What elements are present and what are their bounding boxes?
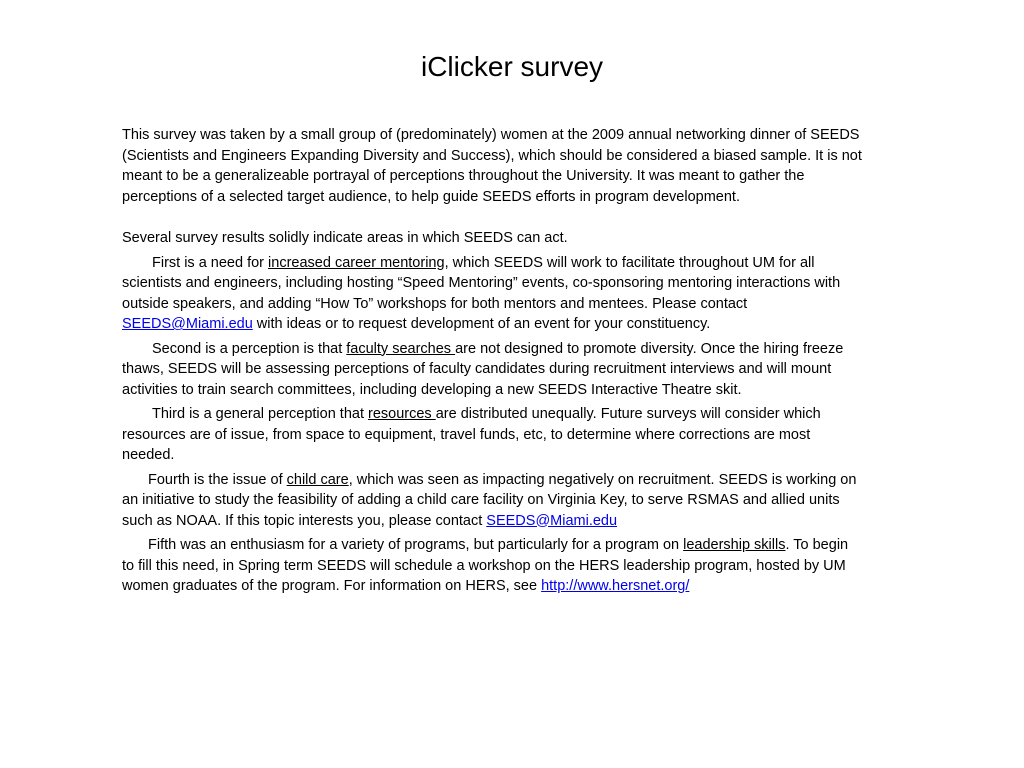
second-finding-topic: faculty searches [346,340,456,357]
first-finding-pre: First is a need for [152,254,269,271]
intro-paragraph: This survey was taken by a small group of (predominately) women at the 2009 annual networking dinner of SEEDS (Scientists and Engineers Expanding Diversity and Success), which should be considered a biased sample. It is not meant to be a generalizeable portrayal of perceptions throughout the University. It was meant to gather the perceptions of a selected target audience, to help guide SEEDS efforts in program development. [122,127,862,205]
first-finding-paragraph [122,253,862,335]
fourth-finding-paragraph [122,470,862,532]
second-finding-paragraph [122,339,862,401]
third-finding-topic: resources [368,406,436,422]
fifth-finding-pre: Fifth was an enthusiasm for a variety of programs, but particularly for a program on [148,537,684,553]
seeds-email-link[interactable]: SEEDS@Miami.edu [122,316,253,332]
fifth-finding-text: . To begin to fill this need, in Spring term SEEDS will schedule a workshop on the HERS leadership program, hosted by UM women graduates of the program. For information on HERS, see [122,537,849,594]
third-finding-paragraph [122,404,862,466]
seeds-email-link-2[interactable]: SEEDS@Miami.edu [486,512,618,529]
hersnet-link[interactable]: http://www.hersnet.org/ [541,578,690,594]
fourth-finding-pre: Fourth is the issue of [148,471,287,488]
fourth-finding-text: , which was seen as impacting negatively on recruitment. SEEDS is working on an initiative to study the feasibility of adding a child care facility on Virginia Key, to serve RSMAS and allied units such as NOAA. If this topic interests you, please contact [122,471,857,529]
first-finding-text: , which SEEDS will work to facilitate throughout UM for all scientists and engineers, including hosting “Speed Mentoring” events, co-sponsoring mentoring interactions with outside speakers, and adding “How To” workshops for both mentors and mentees. Please contact [122,254,841,312]
fifth-finding-paragraph [122,535,862,597]
fifth-finding-topic: leadership skills [683,537,786,553]
second-finding-pre: Second is a perception is that [152,340,347,357]
summary-paragraph: Several survey results solidly indicate areas in which SEEDS can act. [122,230,568,246]
fourth-finding-topic: child care [286,471,349,488]
survey-body [122,125,862,597]
third-finding-pre: Third is a general perception that [152,406,369,422]
first-finding-post: with ideas or to request development of an event for your constituency. [252,316,711,332]
first-finding-topic: increased career mentoring [268,254,445,271]
second-finding-post: are not designed to promote diversity. Once the hiring freeze thaws, SEEDS will be assessing perceptions of faculty candidates during recruitment interviews and will mount activities to train search committees, including developing a new SEEDS Interactive Theatre skit. [122,340,844,398]
third-finding-post: are distributed unequally. Future surveys will consider which resources are of issue, from space to equipment, travel funds, etc, to determine where corrections are most needed. [122,406,821,463]
page-title: iClicker survey [420,51,604,82]
